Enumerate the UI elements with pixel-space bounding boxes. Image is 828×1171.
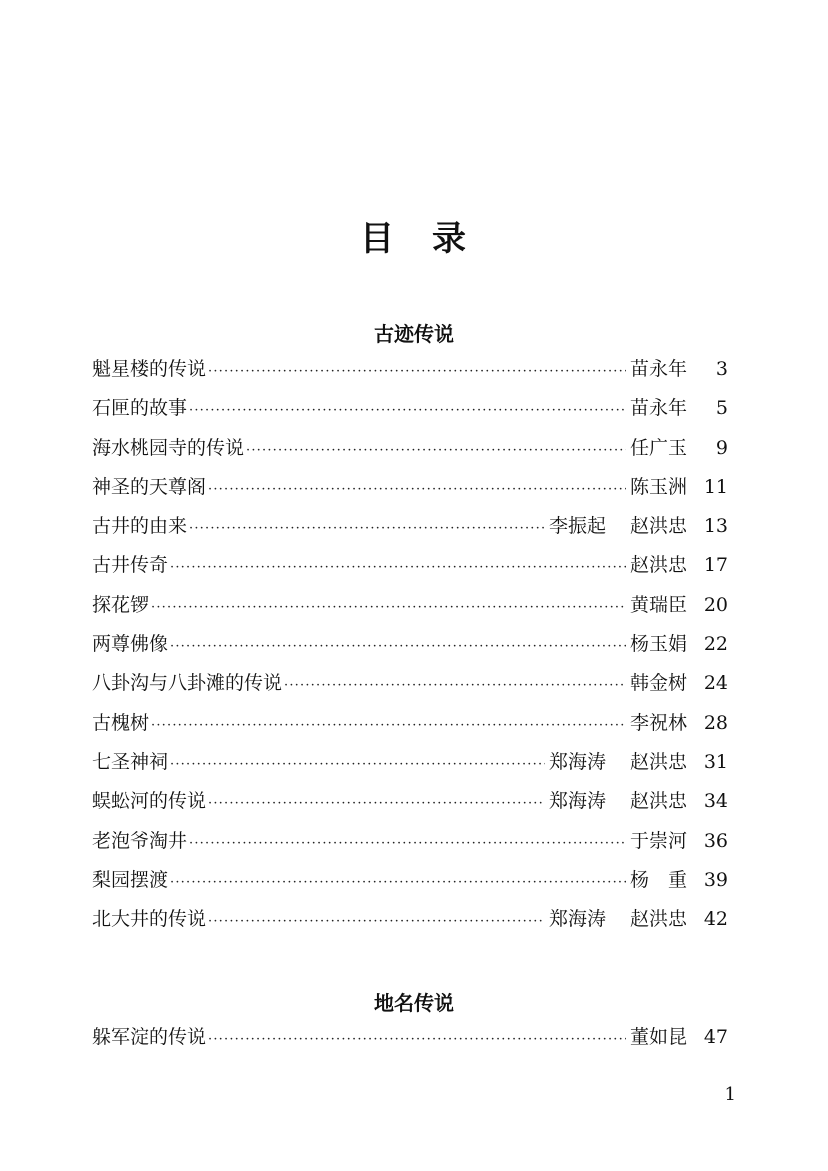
dot-leader	[170, 875, 626, 890]
toc-entry[interactable]	[92, 708, 728, 747]
toc-entry-page: 13	[703, 515, 728, 538]
toc-entry-title: 梨园摆渡	[92, 868, 169, 891]
toc-entry-author: 于崇河	[630, 829, 688, 852]
dot-leader	[151, 718, 626, 733]
toc-entry[interactable]	[92, 904, 728, 943]
toc-entry-author: 赵洪忠	[630, 554, 688, 577]
toc-entry-author: 任广玉	[630, 436, 688, 459]
toc-entry-page: 39	[703, 868, 728, 891]
toc-entry[interactable]	[92, 747, 728, 786]
toc-entry-author: 黄瑞臣	[630, 593, 688, 616]
toc-entry-author: 杨 重	[630, 868, 688, 891]
toc-entry-author: 杨玉娟	[630, 633, 688, 656]
toc-entry-title: 北大井的传说	[92, 908, 207, 931]
toc-entry-title: 海水桃园寺的传说	[92, 436, 245, 459]
toc-entry-title: 八卦沟与八卦滩的传说	[92, 672, 283, 695]
toc-entry[interactable]	[92, 826, 728, 865]
toc-entry-author: 李祝林	[630, 711, 688, 734]
toc-entry-author: 韩金树	[630, 672, 688, 695]
toc-entry[interactable]	[92, 865, 728, 904]
toc-entry[interactable]	[92, 668, 728, 707]
toc-entry-title: 探花锣	[92, 593, 150, 616]
toc-entry-page: 34	[703, 790, 728, 813]
dot-leader	[284, 678, 626, 693]
toc-entry-page: 3	[715, 358, 728, 380]
section-heading-ancient-sites: 古迹传说	[374, 322, 454, 346]
dot-leader	[189, 836, 626, 851]
toc-entry[interactable]	[92, 629, 728, 668]
toc-entry-title: 两尊佛像	[92, 633, 169, 656]
dot-leader	[151, 600, 626, 615]
toc-entry-title: 魁星楼的传说	[92, 358, 207, 380]
toc-list-ancient-sites	[92, 354, 728, 943]
toc-entry-page: 28	[703, 711, 728, 734]
section-heading-place-names: 地名传说	[374, 991, 454, 1015]
toc-entry-author: 董如昆	[630, 1026, 688, 1048]
dot-leader	[189, 521, 545, 536]
page-title: 目 录	[360, 219, 468, 259]
toc-entry-page: 5	[715, 397, 728, 420]
toc-entry-page: 31	[703, 750, 728, 773]
toc-entry[interactable]	[92, 472, 728, 511]
toc-entry-page: 20	[703, 593, 728, 616]
toc-entry-author: 赵洪忠	[630, 515, 688, 538]
toc-entry[interactable]	[92, 433, 728, 472]
toc-entry-page: 42	[703, 908, 728, 931]
toc-entry-author-primary: 李振起	[548, 515, 606, 538]
toc-entry-page: 24	[703, 672, 728, 695]
toc-entry-author: 陈玉洲	[630, 475, 688, 498]
toc-entry-author: 苗永年	[630, 397, 688, 420]
toc-entry-page: 47	[703, 1026, 728, 1048]
toc-list-place-names	[92, 1022, 728, 1061]
toc-entry-page: 22	[703, 633, 728, 656]
dot-leader	[208, 796, 545, 811]
toc-entry-author-primary: 郑海涛	[548, 750, 606, 773]
toc-entry-page: 9	[715, 436, 728, 459]
toc-entry-page: 36	[703, 829, 728, 852]
dot-leader	[208, 914, 545, 929]
toc-entry-title: 古槐树	[92, 711, 150, 734]
toc-entry[interactable]	[92, 354, 728, 393]
toc-entry-title: 石匣的故事	[92, 397, 188, 420]
toc-entry[interactable]	[92, 590, 728, 629]
toc-entry-page: 11	[703, 475, 728, 498]
toc-entry-author-primary: 郑海涛	[548, 908, 606, 931]
dot-leader	[170, 639, 626, 654]
toc-entry-page: 17	[703, 554, 728, 577]
toc-entry-author: 赵洪忠	[630, 908, 688, 931]
dot-leader	[246, 443, 626, 458]
dot-leader	[170, 757, 545, 772]
dot-leader	[208, 1032, 626, 1047]
toc-entry[interactable]	[92, 786, 728, 825]
toc-entry[interactable]	[92, 393, 728, 432]
toc-entry[interactable]	[92, 550, 728, 589]
toc-entry-title: 古井的由来	[92, 515, 188, 538]
toc-entry-title: 古井传奇	[92, 554, 169, 577]
toc-entry-title: 老泡爷淘井	[92, 829, 188, 852]
toc-entry-title: 七圣神祠	[92, 750, 169, 773]
toc-entry-author: 苗永年	[630, 358, 688, 380]
dot-leader	[208, 482, 626, 497]
toc-entry[interactable]	[92, 511, 728, 550]
toc-entry-author-primary: 郑海涛	[548, 790, 606, 813]
toc-entry-title: 神圣的天尊阁	[92, 475, 207, 498]
toc-entry-author: 赵洪忠	[630, 790, 688, 813]
page-number: 1	[724, 1084, 736, 1105]
dot-leader	[189, 403, 626, 418]
dot-leader	[208, 364, 626, 379]
toc-entry[interactable]	[92, 1022, 728, 1061]
toc-entry-title: 蜈蚣河的传说	[92, 790, 207, 813]
dot-leader	[170, 560, 626, 575]
toc-entry-title: 躲军淀的传说	[92, 1026, 207, 1048]
toc-entry-author: 赵洪忠	[630, 750, 688, 773]
